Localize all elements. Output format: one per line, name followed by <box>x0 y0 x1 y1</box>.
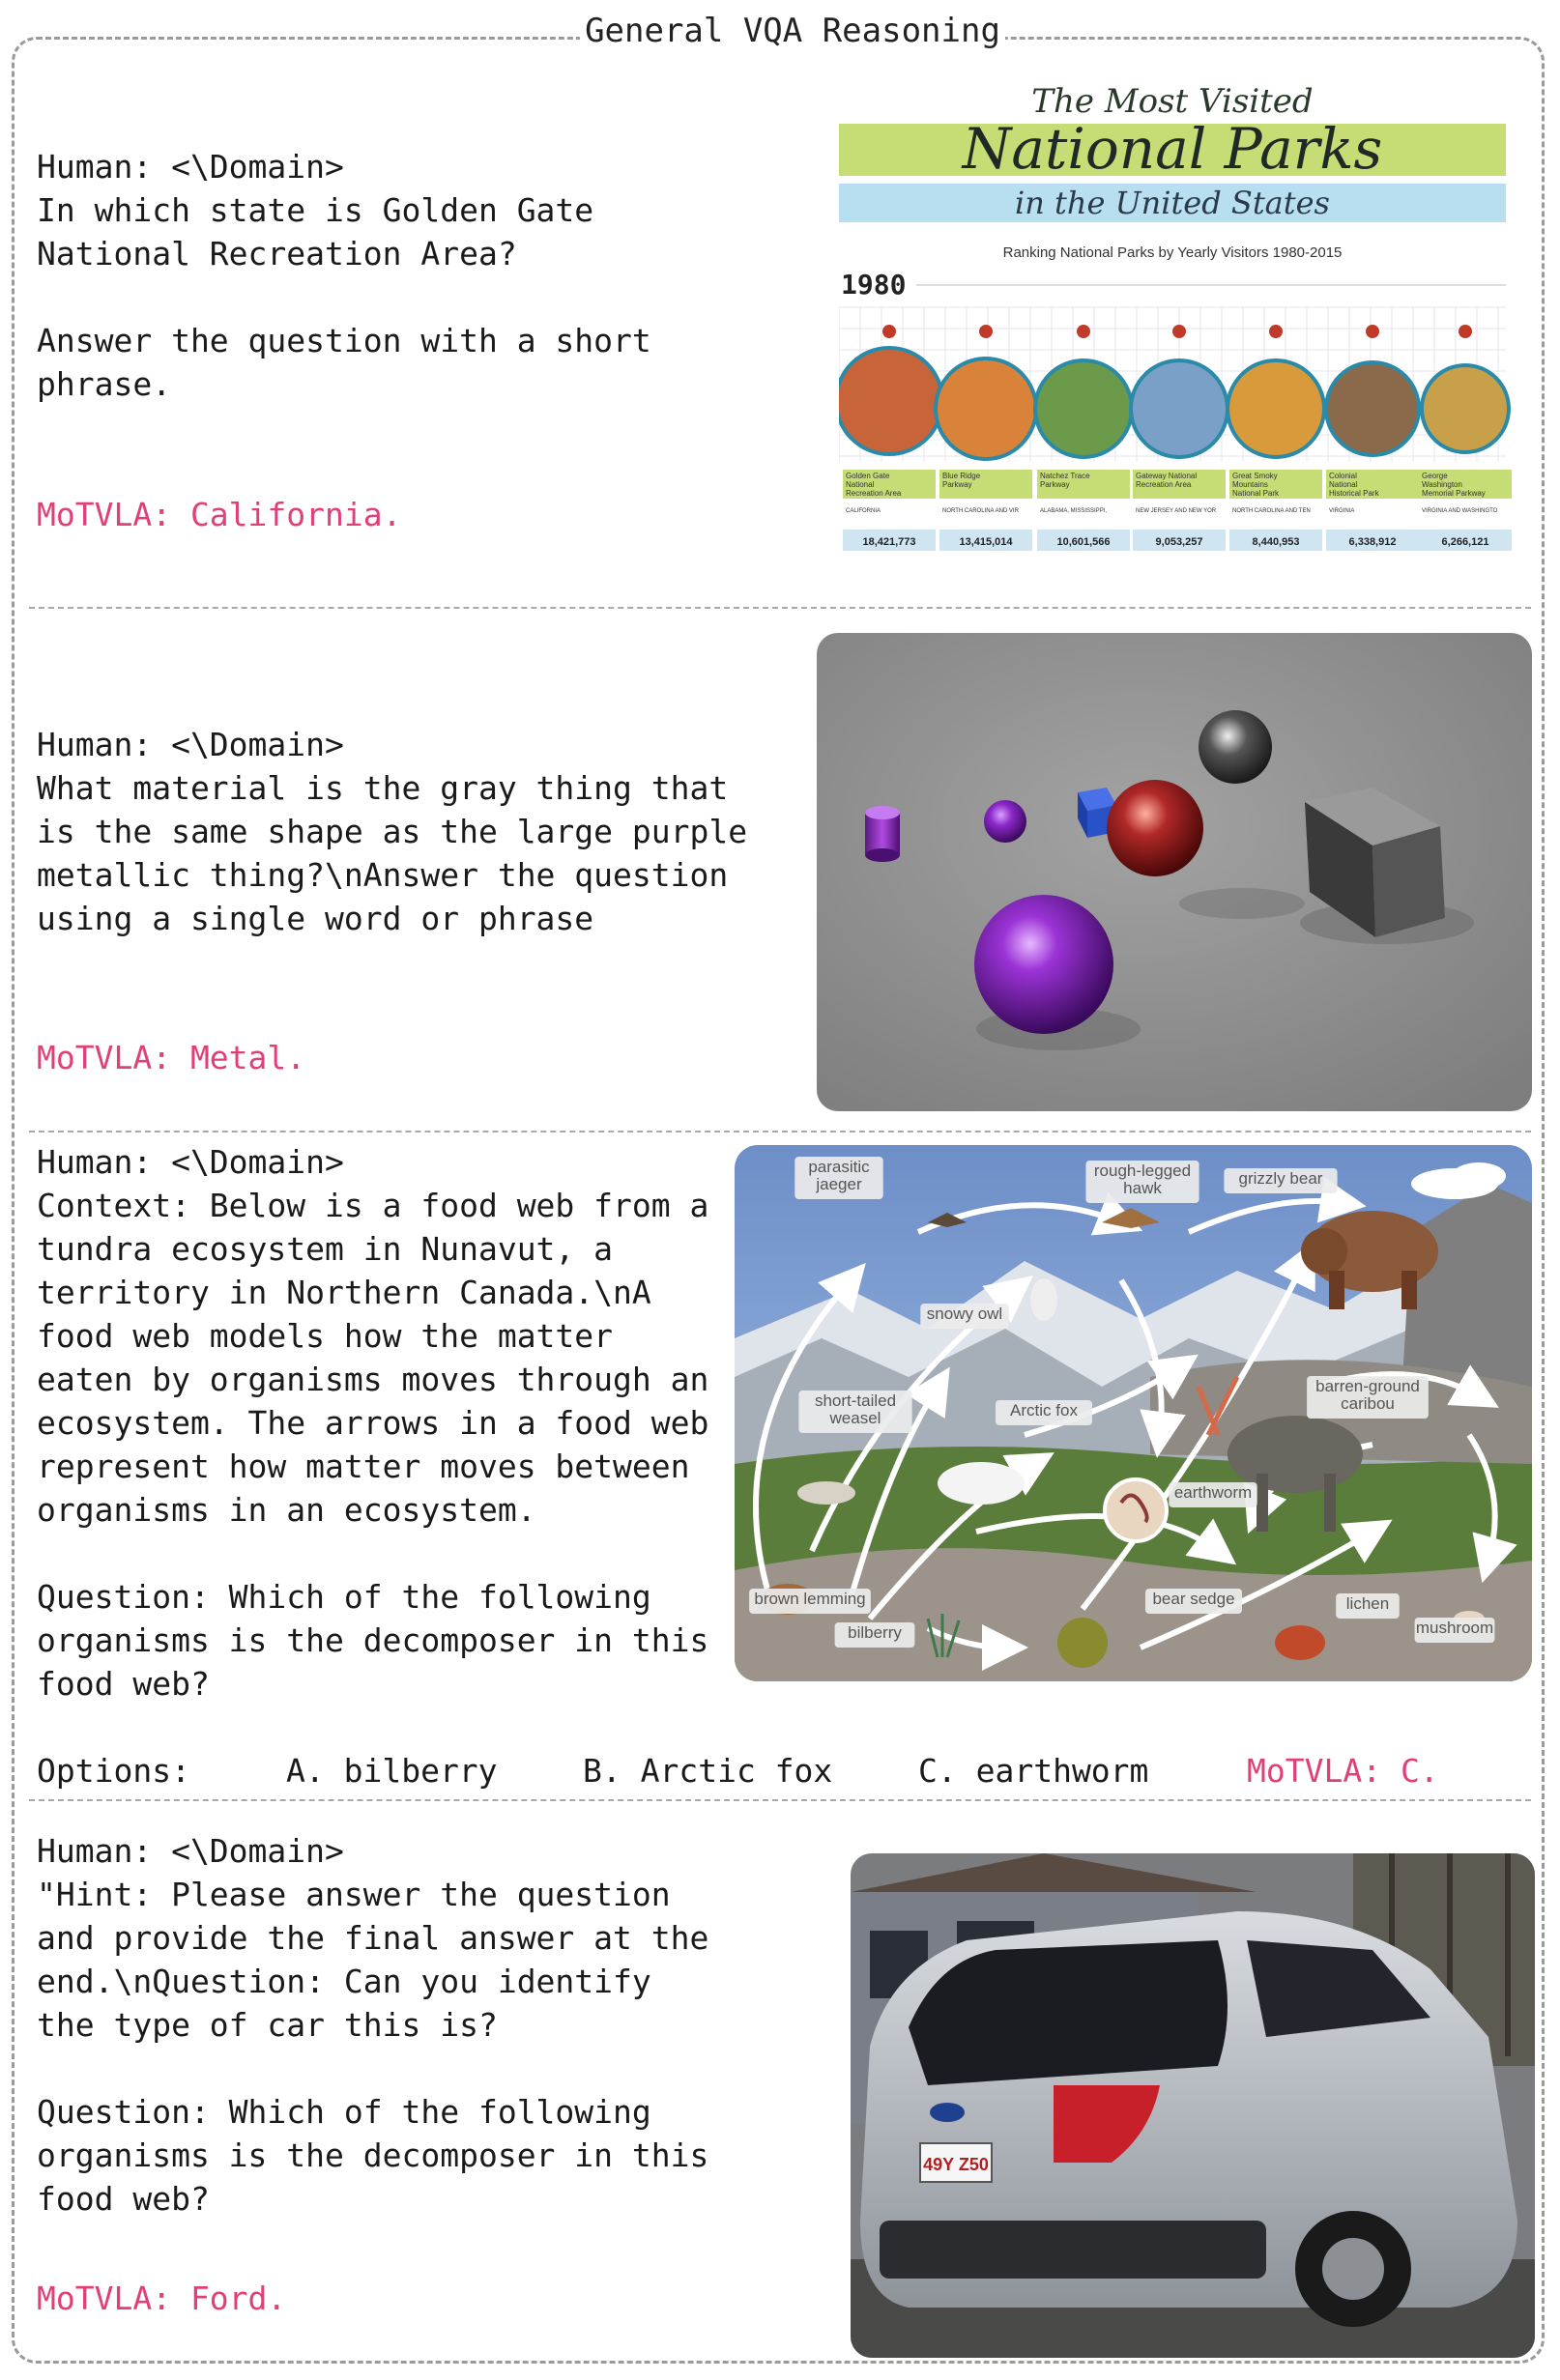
park-photo-medallion <box>1035 360 1132 457</box>
separator-1 <box>29 607 1531 609</box>
foodweb-label-mushroom: mushroom <box>1415 1619 1494 1637</box>
separator-2 <box>29 1131 1531 1133</box>
example2-answer: MoTVLA: Metal. <box>37 1039 306 1076</box>
park-state: VIRGINIA <box>1329 508 1355 514</box>
park-visitors: 6,266,121 <box>1441 536 1489 548</box>
example2-question: What material is the gray thing that is the same shape as the large purple metallic thing?\nAnswer the question using a single word or phrase <box>37 769 748 937</box>
park-visitors: 6,338,912 <box>1348 536 1397 548</box>
foodweb-label-bear-sedge: bear sedge <box>1152 1590 1235 1608</box>
park-visitors: 8,440,953 <box>1252 536 1300 548</box>
infographic-title-top: The Most Visited <box>1031 82 1314 121</box>
park-visitors: 10,601,566 <box>1056 536 1111 548</box>
rank-ribbon-icon <box>1172 325 1186 338</box>
separator-3 <box>29 1799 1531 1801</box>
foodweb-label-bilberry: bilberry <box>848 1623 902 1642</box>
option-a: A. bilberry <box>286 1752 498 1790</box>
park-name: Recreation Area <box>846 489 902 498</box>
example4-question: "Hint: Please answer the question and provide the final answer at the end.\nQuestion: Can you identify the type of car this is? Question: Which of the following organisms is the decomposer in this food web? <box>37 1876 709 2218</box>
rank-ribbon-icon <box>979 325 993 338</box>
park-name: Parkway <box>1040 480 1070 489</box>
park-state: NORTH CAROLINA AND TEN <box>1232 508 1311 514</box>
park-photo-medallion <box>1326 362 1419 455</box>
option-c: C. earthworm <box>918 1752 1149 1790</box>
park-name: Washington <box>1422 480 1462 489</box>
foodweb-label-brown-lemming: brown lemming <box>754 1590 866 1608</box>
park-name: Golden Gate <box>846 472 890 480</box>
park-name: George <box>1422 472 1448 480</box>
park-name: Recreation Area <box>1136 480 1192 489</box>
foodweb-label-arctic-fox: Arctic fox <box>1010 1401 1078 1419</box>
options-label: Options: <box>37 1752 190 1790</box>
park-name: Parkway <box>942 480 972 489</box>
park-name: Gateway National <box>1136 472 1198 480</box>
park-visitors: 18,421,773 <box>862 536 916 548</box>
park-photo-medallion <box>936 358 1036 459</box>
park-name: Blue Ridge <box>942 472 981 480</box>
example3-context: Context: Below is a food web from a tundra ecosystem in Nunavut, a territory in Northern Canada.\nA food web models how the matter eaten by organisms moves through an ecosystem. The arrows in a food web represent how matter moves between organisms in an ecosystem. Question: Which of the following organisms is the decomposer in this food web? <box>37 1187 709 1703</box>
park-visitors: 9,053,257 <box>1155 536 1203 548</box>
rank-ribbon-icon <box>1077 325 1090 338</box>
park-photo-medallion <box>1422 365 1509 452</box>
park-photo-medallion <box>839 348 942 454</box>
example3-human: Human: <\Domain> <box>37 1143 344 1181</box>
park-state: VIRGINIA AND WASHINGTO <box>1422 508 1498 514</box>
park-visitors: 13,415,014 <box>959 536 1013 548</box>
foodweb-label-rough-legged-hawk: hawk <box>1123 1179 1162 1197</box>
example2-human: Human: <\Domain> <box>37 726 344 763</box>
clevr-scene-image <box>817 633 1532 1111</box>
example3-answer: MoTVLA: C. <box>1247 1752 1439 1790</box>
foodweb-label-snowy-owl: snowy owl <box>926 1305 1003 1323</box>
park-name: Mountains <box>1232 480 1268 489</box>
example4-answer: MoTVLA: Ford. <box>37 2280 287 2317</box>
park-name: Natchez Trace <box>1040 472 1090 480</box>
foodweb-label-lichen: lichen <box>1345 1594 1390 1613</box>
example1-human: Human: <\Domain> <box>37 148 344 186</box>
park-name: Historical Park <box>1329 489 1379 498</box>
park-photo-medallion <box>1131 360 1228 457</box>
infographic-title-bottom: in the United States <box>1015 185 1330 221</box>
infographic-year: 1980 <box>841 269 907 301</box>
park-photo-medallion <box>1228 360 1324 457</box>
foodweb-label-short-tailed-weasel: weasel <box>829 1409 881 1427</box>
rank-ribbon-icon <box>1459 325 1472 338</box>
park-name: Colonial <box>1329 472 1357 480</box>
foodweb-label-rough-legged-hawk: rough-legged <box>1093 1161 1192 1180</box>
rank-ribbon-icon <box>882 325 896 338</box>
infographic-subtitle: Ranking National Parks by Yearly Visitors 1980-2015 <box>1002 244 1343 261</box>
rank-ribbon-icon <box>1366 325 1379 338</box>
foodweb-label-barren-ground-caribou: caribou <box>1341 1394 1395 1413</box>
park-name: National <box>1329 480 1358 489</box>
park-name: Memorial Parkway <box>1422 489 1486 498</box>
park-state: NORTH CAROLINA AND VIR <box>942 508 1019 514</box>
park-name: Great Smoky <box>1232 472 1278 480</box>
ford-suv-photo <box>851 1853 1535 2358</box>
foodweb-label-earthworm: earthworm <box>1173 1483 1253 1502</box>
national-parks-infographic <box>839 75 1516 578</box>
park-name: National <box>846 480 875 489</box>
rank-ribbon-icon <box>1269 325 1283 338</box>
license-plate-text: 49Y Z50 <box>923 2155 989 2174</box>
example1-answer: MoTVLA: California. <box>37 496 402 533</box>
park-state: CALIFORNIA <box>846 508 881 514</box>
park-name: National Park <box>1232 489 1280 498</box>
infographic-title-main: National Parks <box>962 116 1383 182</box>
park-state: NEW JERSEY AND NEW YOR <box>1136 508 1217 514</box>
option-b: B. Arctic fox <box>583 1752 833 1790</box>
foodweb-label-short-tailed-weasel: short-tailed <box>814 1391 897 1410</box>
foodweb-label-parasitic-jaeger: jaeger <box>816 1175 862 1193</box>
foodweb-label-barren-ground-caribou: barren-ground <box>1315 1377 1420 1395</box>
foodweb-label-grizzly-bear: grizzly bear <box>1238 1169 1323 1188</box>
example4-human: Human: <\Domain> <box>37 1832 344 1870</box>
example1-question: In which state is Golden Gate National Recreation Area? Answer the question with a short phrase. <box>37 191 651 403</box>
tundra-food-web-diagram <box>735 1145 1532 1681</box>
figure-title: General VQA Reasoning <box>580 10 1005 52</box>
park-state: ALABAMA, MISSISSIPPI, <box>1040 508 1108 514</box>
foodweb-label-parasitic-jaeger: parasitic <box>808 1158 870 1176</box>
